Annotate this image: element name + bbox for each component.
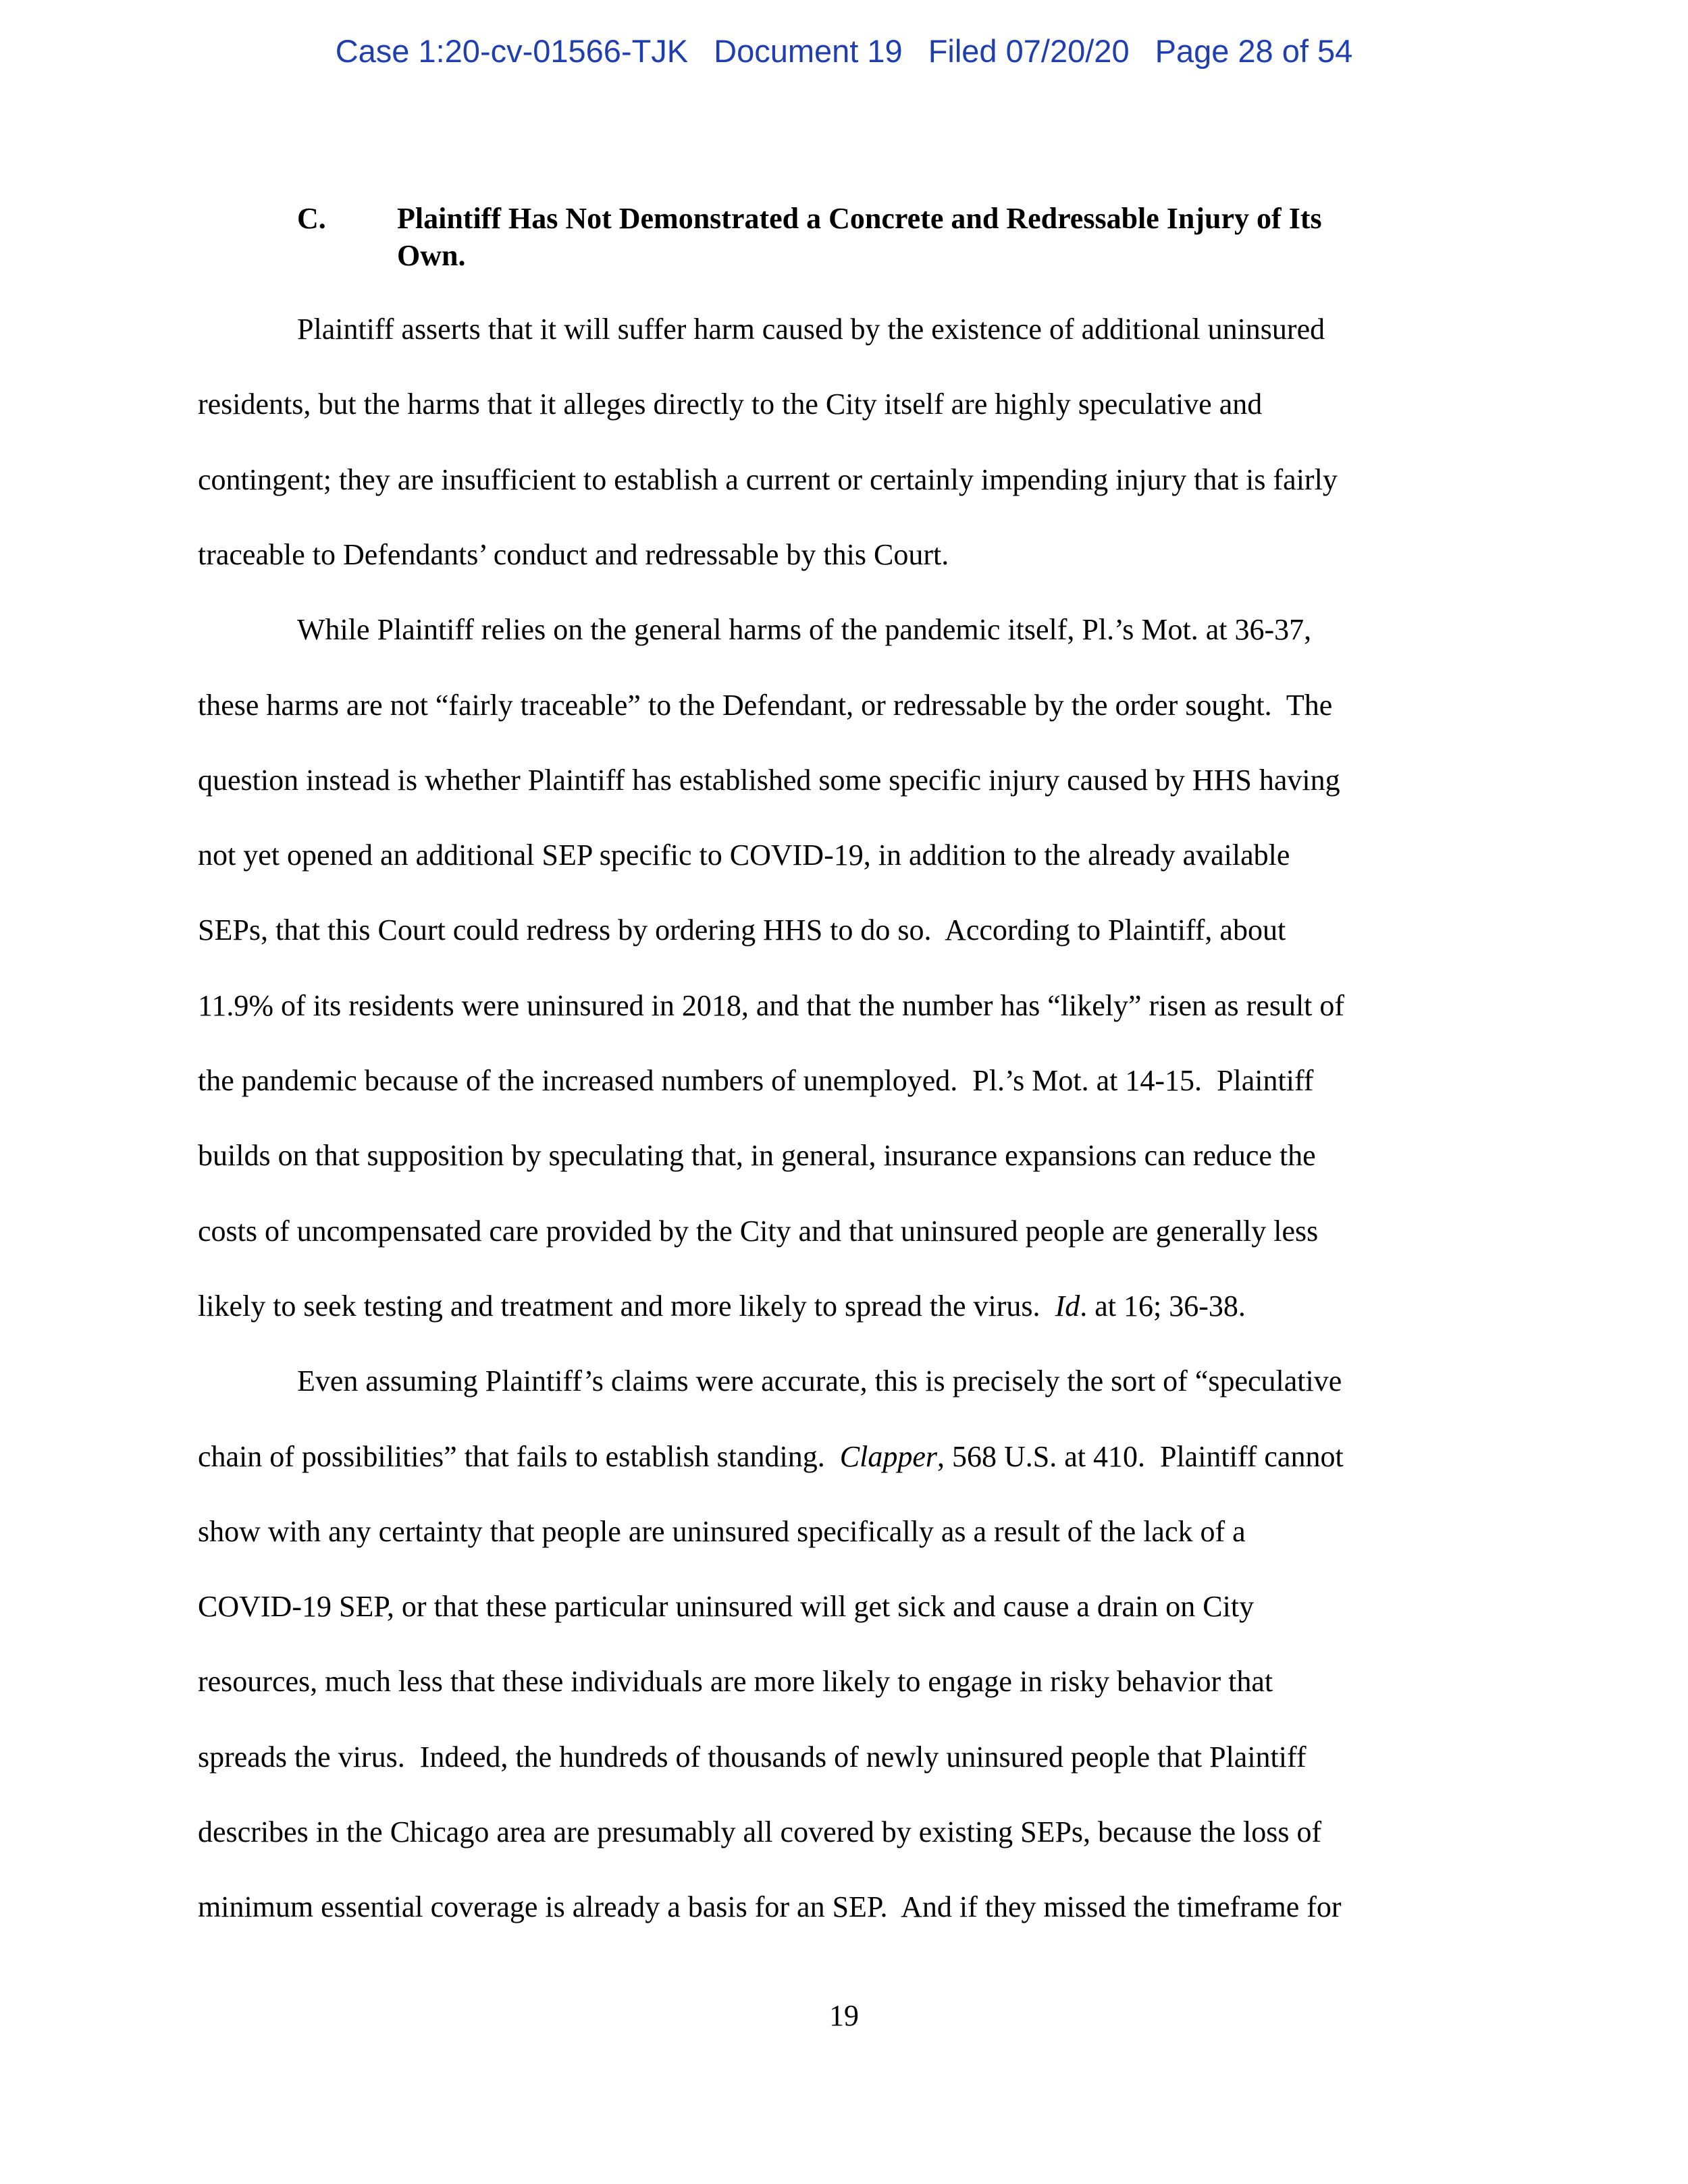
body-line — [198, 1587, 1254, 1627]
body-line-text: SEPs, that this Court could redress by ordering HHS to do so. According to Plaintiff, about — [198, 913, 1286, 947]
body-line — [297, 1361, 1342, 1402]
body-line-text: traceable to Defendants’ conduct and redressable by this Court. — [198, 537, 949, 571]
document-number: Document 19 — [714, 33, 903, 69]
body-line — [198, 384, 1262, 425]
body-line — [198, 760, 1340, 801]
body-line-text: these harms are not “fairly traceable” to the Defendant, or redressable by the order sought. The — [198, 688, 1333, 722]
body-line — [297, 309, 1325, 350]
body-line-text: describes in the Chicago area are presumably all covered by existing SEPs, because the loss of — [198, 1815, 1322, 1848]
page-number: 19 — [829, 1999, 859, 2032]
page-indicator: Page 28 of 54 — [1155, 33, 1353, 69]
body-line-text: show with any certainty that people are uninsured specifically as a result of the lack of a — [198, 1514, 1246, 1548]
body-line — [198, 835, 1290, 876]
body-line — [198, 1737, 1307, 1778]
body-line-text: the pandemic because of the increased numbers of unemployed. Pl.’s Mot. at 14-15. Plaintiff — [198, 1064, 1314, 1097]
body-line — [198, 910, 1286, 951]
body-line-text: spreads the virus. Indeed, the hundreds of thousands of newly uninsured people that Plaintiff — [198, 1740, 1307, 1774]
body-line-text: costs of uncompensated care provided by the City and that uninsured people are generally less — [198, 1214, 1319, 1248]
body-line — [198, 1661, 1273, 1702]
body-line — [198, 1061, 1313, 1101]
case-number: Case 1:20-cv-01566-TJK — [335, 33, 689, 69]
body-line — [198, 986, 1344, 1026]
body-line-text: resources, much less that these individuals are more likely to engage in risky behavior that — [198, 1665, 1273, 1699]
body-line — [198, 535, 949, 575]
body-line — [198, 1286, 1246, 1327]
filed-date: Filed 07/20/20 — [928, 33, 1130, 69]
body-line-text: minimum essential coverage is already a basis for an SEP. And if they missed the timeframe for — [198, 1890, 1342, 1924]
body-line — [198, 460, 1338, 500]
section-title-line-1: Plaintiff Has Not Demonstrated a Concrete and Redressable Injury of Its — [397, 202, 1322, 235]
body-line — [198, 1887, 1342, 1927]
body-line-text: not yet opened an additional SEP specific to COVID-19, in addition to the already available — [198, 838, 1290, 872]
body-line-text: likely to seek testing and treatment and more likely to spread the virus. — [198, 1289, 1055, 1323]
body-line-text: Even assuming Plaintiff’s claims were accurate, this is precisely the sort of “speculative — [297, 1364, 1342, 1398]
body-line-text-after: , 568 U.S. at 410. Plaintiff cannot — [937, 1439, 1344, 1473]
section-title — [397, 200, 1498, 274]
body-line-text: residents, but the harms that it alleges directly to the City itself are highly speculative and — [198, 388, 1263, 421]
body-line-text: COVID-19 SEP, or that these particular uninsured will get sick and cause a drain on City — [198, 1590, 1255, 1624]
body-line — [198, 1437, 1344, 1477]
case-header — [0, 32, 1688, 70]
body-line-text: contingent; they are insufficient to establish a current or certainly impending injury that is fairly — [198, 462, 1338, 496]
body-line — [198, 1512, 1246, 1552]
body-line — [198, 1812, 1321, 1853]
body-line-text: chain of possibilities” that fails to establish standing. — [198, 1439, 840, 1473]
citation-italic: Clapper — [839, 1439, 937, 1473]
section-title-line-2: Own. — [397, 239, 466, 272]
body-line-text: While Plaintiff relies on the general harms of the pandemic itself, Pl.’s Mot. at 36-37, — [297, 613, 1312, 647]
body-line-text: Plaintiff asserts that it will suffer harm caused by the existence of additional uninsured — [297, 313, 1325, 346]
citation-italic: Id — [1055, 1289, 1080, 1323]
body-line — [198, 685, 1332, 726]
body-line-text-after: . at 16; 36-38. — [1080, 1289, 1246, 1323]
body-line-text: question instead is whether Plaintiff has established some specific injury caused by HHS having — [198, 763, 1340, 797]
body-line — [198, 1211, 1318, 1252]
body-line-text: builds on that supposition by speculating that, in general, insurance expansions can reduce the — [198, 1139, 1316, 1173]
body-line — [297, 610, 1311, 650]
section-letter: C. — [297, 202, 326, 235]
body-line — [198, 1136, 1316, 1176]
body-line-text: 11.9% of its residents were uninsured in 2018, and that the number has “likely” risen as result of — [198, 988, 1345, 1022]
